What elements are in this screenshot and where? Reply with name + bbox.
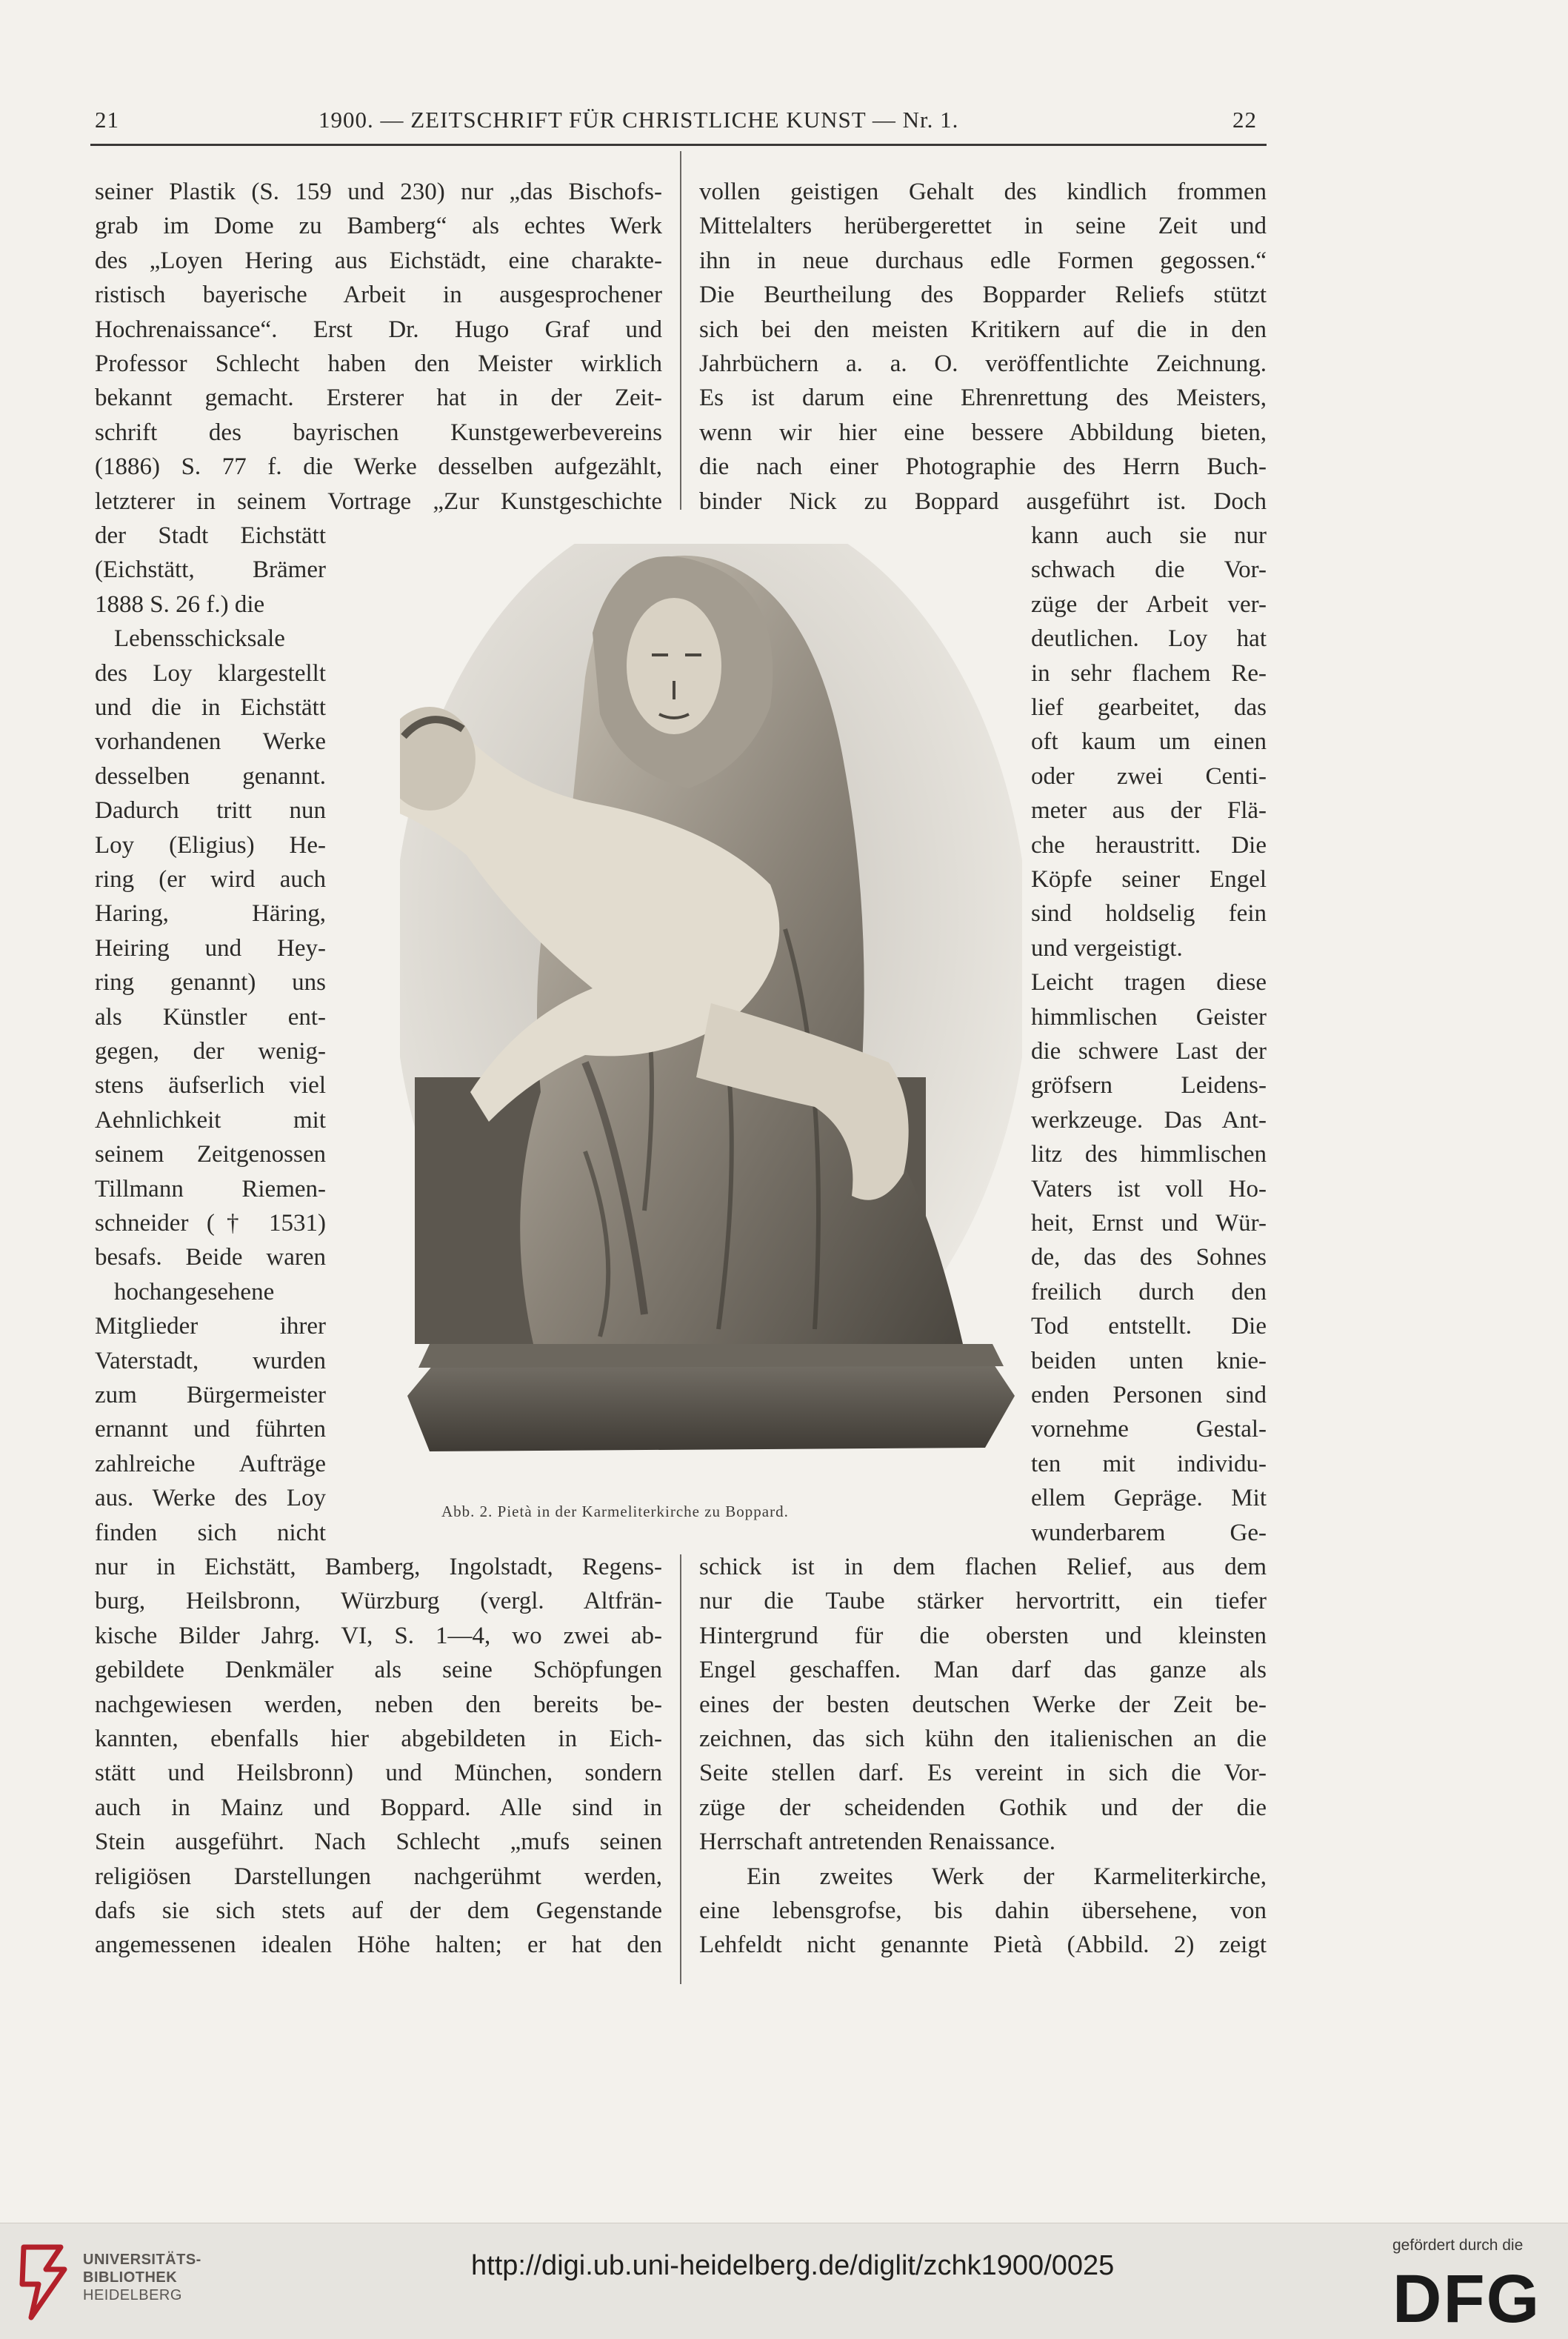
text-line: Hochrenaissance“. Erst Dr. Hugo Graf und <box>95 316 662 343</box>
library-name-line: HEIDELBERG <box>83 2287 182 2303</box>
column-divider <box>680 1554 681 1984</box>
text-line: als Künstler ent- <box>95 1003 326 1031</box>
text-line: desselben genannt. <box>95 762 326 790</box>
text-line: de, das des Sohnes <box>1031 1244 1267 1271</box>
page-number-left: 21 <box>95 107 119 133</box>
text-line: heit, Ernst und Wür- <box>1031 1210 1267 1237</box>
text-line: 1888 S. 26 f.) die <box>95 590 265 618</box>
text-line: vollen geistigen Gehalt des kindlich frommen <box>699 179 1267 205</box>
text-line: meter aus der Flä- <box>1031 797 1267 825</box>
text-line: gröfsern Leidens- <box>1031 1072 1267 1099</box>
text-line: Lebensschicksale <box>114 625 285 653</box>
permalink-link[interactable]: http://digi.ub.uni-heidelberg.de/diglit/zchk1900/0025 <box>471 2250 1115 2281</box>
text-line: finden sich nicht <box>95 1519 326 1546</box>
text-line: der Stadt Eichstätt <box>95 522 326 549</box>
text-line: kische Bilder Jahrg. VI, S. 1—4, wo zwei ab- <box>95 1622 662 1649</box>
text-line: nachgewiesen werden, neben den bereits be- <box>95 1691 662 1718</box>
text-line: Herrschaft antretenden Renaissance. <box>699 1829 1056 1856</box>
text-line: Aehnlichkeit mit <box>95 1106 326 1134</box>
column-divider <box>680 151 681 510</box>
text-line: werkzeuge. Das Ant- <box>1031 1106 1267 1134</box>
text-line: des Loy klargestellt <box>95 659 326 687</box>
text-line: die nach einer Photographie des Herrn Buch- <box>699 453 1267 481</box>
pieta-figure <box>400 544 1022 1470</box>
text-line: hochangesehene <box>114 1278 275 1305</box>
library-name-line: UNIVERSITÄTS- <box>83 2252 201 2268</box>
text-line: ihn in neue durchaus edle Formen gegossen.“ <box>699 247 1267 274</box>
text-line: Mittelalters herübergerettet in seine Zeit und <box>699 213 1267 240</box>
text-line: züge der Arbeit ver- <box>1031 590 1267 618</box>
text-line: kann auch sie nur <box>1031 522 1267 549</box>
text-line: stätt und Heilsbronn) und München, sondern <box>95 1760 662 1787</box>
text-line: Tod entstellt. Die <box>1031 1313 1267 1340</box>
text-line: deutlichen. Loy hat <box>1031 625 1267 653</box>
text-line: eines der besten deutschen Werke der Zeit be- <box>699 1691 1267 1718</box>
text-line: grab im Dome zu Bamberg“ als echtes Werk <box>95 213 662 240</box>
text-line: lief gearbeitet, das <box>1031 694 1267 721</box>
text-line: Seite stellen darf. Es vereint in sich die Vor- <box>699 1760 1267 1787</box>
text-line: schick ist in dem flachen Relief, aus dem <box>699 1554 1267 1580</box>
text-line: (1886) S. 77 f. die Werke desselben aufgezählt, <box>95 453 662 481</box>
text-line: ernannt und führten <box>95 1416 326 1443</box>
text-line: Leicht tragen diese <box>1031 969 1267 997</box>
pieta-sculpture-image <box>400 544 1022 1470</box>
text-line: seinem Zeitgenossen <box>95 1141 326 1168</box>
text-line: und die in Eichstätt <box>95 694 326 721</box>
text-line: wenn wir hier eine bessere Abbildung bieten, <box>699 419 1267 446</box>
text-line: ring (er wird auch <box>95 866 326 893</box>
text-line: zahlreiche Aufträge <box>95 1450 326 1477</box>
text-line: enden Personen sind <box>1031 1382 1267 1408</box>
text-line: in sehr flachem Re- <box>1031 659 1267 687</box>
text-line: bekannt gemacht. Ersterer hat in der Zeit- <box>95 385 662 412</box>
heidelberg-library-logo-icon <box>16 2240 76 2325</box>
text-line: burg, Heilsbronn, Würzburg (vergl. Altfrän- <box>95 1588 662 1615</box>
page-number-right: 22 <box>1232 107 1257 133</box>
text-line: oder zwei Centi- <box>1031 762 1267 790</box>
header-rule <box>90 144 1267 146</box>
text-line: ristisch bayerische Arbeit in ausgesprochener <box>95 282 662 309</box>
running-title: 1900. — ZEITSCHRIFT FÜR CHRISTLICHE KUNST — Nr. 1. <box>318 107 959 133</box>
text-line: zeichnen, das sich kühn den italienischen an die <box>699 1726 1267 1752</box>
text-line: des „Loyen Hering aus Eichstädt, eine charakte- <box>95 247 662 274</box>
text-line: Professor Schlecht haben den Meister wirklich <box>95 350 662 377</box>
text-line: ring genannt) uns <box>95 969 326 997</box>
text-line: stens äufserlich viel <box>95 1072 326 1099</box>
text-line: Die Beurtheilung des Bopparder Reliefs stützt <box>699 282 1267 309</box>
text-line: Lehfeldt nicht genannte Pietà (Abbild. 2) zeigt <box>699 1932 1267 1959</box>
figure-caption: Abb. 2. Pietà in der Karmeliterkirche zu Boppard. <box>441 1503 789 1520</box>
text-line: oft kaum um einen <box>1031 728 1267 756</box>
text-line: ellem Gepräge. Mit <box>1031 1485 1267 1512</box>
text-line: gegen, der wenig- <box>95 1038 326 1065</box>
text-line: aus. Werke des Loy <box>95 1485 326 1512</box>
text-line: litz des himmlischen <box>1031 1141 1267 1168</box>
text-line: auch in Mainz und Boppard. Alle sind in <box>95 1794 662 1821</box>
text-line: vorhandenen Werke <box>95 728 326 756</box>
text-line: kannten, ebenfalls hier abgebildeten in Eich- <box>95 1726 662 1752</box>
text-line: Ein zweites Werk der Karmeliterkirche, <box>747 1863 1267 1890</box>
text-line: Haring, Häring, <box>95 900 326 928</box>
text-line: gebildete Denkmäler als seine Schöpfungen <box>95 1657 662 1684</box>
text-line: Vaters ist voll Ho- <box>1031 1175 1267 1202</box>
funding-note: gefördert durch die <box>1392 2237 1524 2254</box>
text-line: züge der scheidenden Gothik und der die <box>699 1794 1267 1821</box>
text-line: Engel geschaffen. Man darf das ganze als <box>699 1657 1267 1684</box>
text-line: Heiring und Hey- <box>95 934 326 962</box>
text-line: schwach die Vor- <box>1031 556 1267 584</box>
text-line: religiösen Darstellungen nachgerühmt werden, <box>95 1863 662 1890</box>
text-line: angemessenen idealen Höhe halten; er hat den <box>95 1932 662 1959</box>
text-line: Mitglieder ihrer <box>95 1313 326 1340</box>
text-line: himmlischen Geister <box>1031 1003 1267 1031</box>
text-line: letzterer in seinem Vortrage „Zur Kunstgeschichte <box>95 488 662 515</box>
text-line: Dadurch tritt nun <box>95 797 326 825</box>
text-line: nur die Taube stärker hervortritt, ein tiefer <box>699 1588 1267 1615</box>
text-line: nur in Eichstätt, Bamberg, Ingolstadt, Regens- <box>95 1554 662 1580</box>
text-line: die schwere Last der <box>1031 1038 1267 1065</box>
text-line: sind holdselig fein <box>1031 900 1267 928</box>
text-line: Stein ausgeführt. Nach Schlecht „mufs seinen <box>95 1829 662 1856</box>
digitization-footer <box>0 2223 1568 2339</box>
text-line: sich bei den meisten Kritikern auf die in den <box>699 316 1267 343</box>
text-line: vornehme Gestal- <box>1031 1416 1267 1443</box>
text-line: Tillmann Riemen- <box>95 1175 326 1202</box>
text-line: Es ist darum eine Ehrenrettung des Meisters, <box>699 385 1267 412</box>
text-line: wunderbarem Ge- <box>1031 1519 1267 1546</box>
text-line: beiden unten knie- <box>1031 1347 1267 1374</box>
text-line: und vergeistigt. <box>1031 934 1183 962</box>
text-line: besafs. Beide waren <box>95 1244 326 1271</box>
text-line: Vaterstadt, wurden <box>95 1347 326 1374</box>
text-line: che heraustritt. Die <box>1031 831 1267 859</box>
library-name-line: BIBLIOTHEK <box>83 2269 178 2286</box>
text-line: zum Bürgermeister <box>95 1382 326 1408</box>
text-line: dafs sie sich stets auf der dem Gegenstande <box>95 1897 662 1924</box>
text-line: Jahrbüchern a. a. O. veröffentlichte Zeichnung. <box>699 350 1267 377</box>
text-line: Köpfe seiner Engel <box>1031 866 1267 893</box>
text-line: (Eichstätt, Brämer <box>95 556 326 584</box>
text-line: Hintergrund für die obersten und kleinsten <box>699 1622 1267 1649</box>
dfg-logo: DFG <box>1392 2261 1541 2337</box>
text-line: seiner Plastik (S. 159 und 230) nur „das Bischofs- <box>95 179 662 205</box>
text-line: schneider († 1531) <box>95 1210 326 1237</box>
text-line: ten mit individu- <box>1031 1450 1267 1477</box>
text-line: schrift des bayrischen Kunstgewerbevereins <box>95 419 662 446</box>
text-line: Loy (Eligius) He- <box>95 831 326 859</box>
text-line: eine lebensgrofse, bis dahin übersehene, von <box>699 1897 1267 1924</box>
text-line: freilich durch den <box>1031 1278 1267 1305</box>
text-line: binder Nick zu Boppard ausgeführt ist. Doch <box>699 488 1267 515</box>
